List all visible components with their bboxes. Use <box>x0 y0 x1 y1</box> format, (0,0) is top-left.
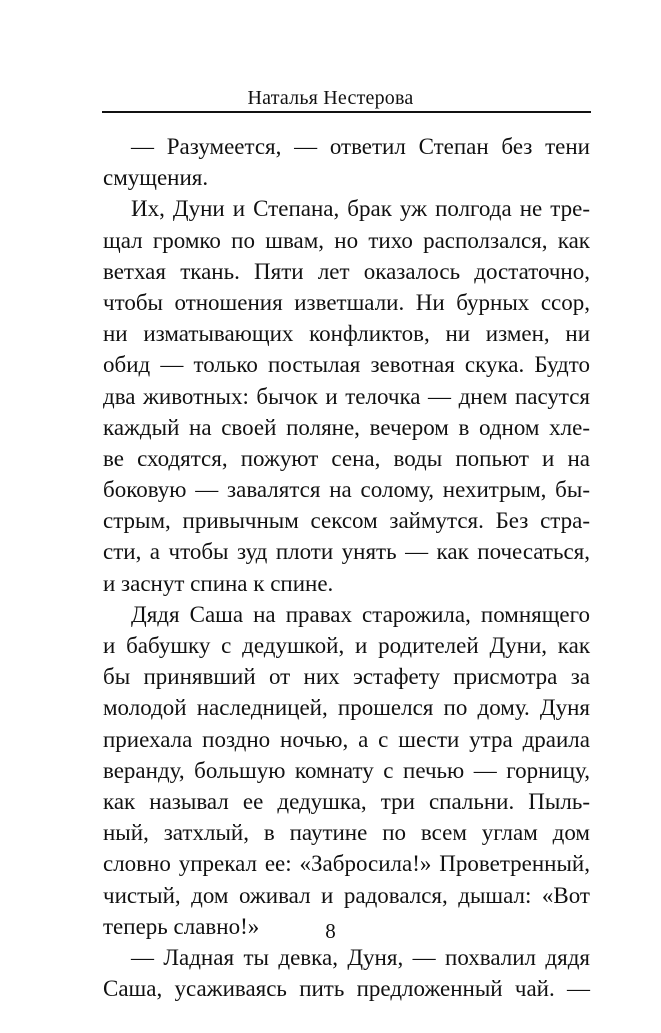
text-line: веранду, большую комнату с печью — горницу, <box>103 757 590 783</box>
text-line: и заснут спина к спине. <box>103 570 334 596</box>
text-line: чистый, дом оживал и радовался, дышал: «Вот <box>103 882 590 908</box>
text-line: — Разумеется, — ответил Степан без тени <box>131 134 590 159</box>
paragraph <box>103 131 590 193</box>
paragraph <box>103 599 590 942</box>
text-line: каждый на своей поляне, вечером в одном хле- <box>103 414 590 440</box>
paragraph <box>103 193 590 598</box>
text-line: ни изматывающих конфликтов, ни измен, ни <box>103 321 590 347</box>
text-line: ве сходятся, пожуют сена, воды попьют и на <box>103 445 590 471</box>
header-rule <box>102 111 591 113</box>
text-line: бы принявший от них эстафету присмотра за <box>103 664 590 690</box>
text-line: щал громко по швам, но тихо расползался, как <box>103 227 590 253</box>
text-line: и бабушку с дедушкой, и родителей Дуни, как <box>103 633 590 658</box>
text-line: Их, Дуни и Степана, брак уж полгода не тре- <box>131 196 590 222</box>
body-text <box>103 131 590 1004</box>
text-line: теперь славно!» <box>103 913 260 939</box>
text-line: смущения. <box>103 165 209 191</box>
text-line: ветхая ткань. Пяти лет оказалось достаточно, <box>103 258 590 284</box>
page-number: 8 <box>325 919 336 943</box>
text-line: чтобы отношения изветшали. Ни бурных ссор, <box>103 289 590 315</box>
text-line: ный, затхлый, в паутине по всем углам дом <box>103 820 590 846</box>
text-line: молодой наследницей, прошелся по дому. Дуня <box>103 695 590 721</box>
text-line: два животных: бычок и телочка — днем пасутся <box>103 383 590 409</box>
text-line: сти, а чтобы зуд плоти унять — как почесаться, <box>103 539 590 565</box>
text-line: — Ладная ты девка, Дуня, — похвалил дядя <box>131 944 590 970</box>
text-line: приехала поздно ночью, а с шести утра драила <box>103 726 590 752</box>
text-line: Саша, усаживаясь пить предложенный чай. — <box>103 976 590 1002</box>
running-head-author: Наталья Нестерова <box>247 87 414 109</box>
text-line: обид — только постылая зевотная скука. Будто <box>103 352 590 378</box>
text-line: словно упрекал ее: «Забросила!» Проветренный, <box>103 851 590 877</box>
paragraph <box>103 942 590 1004</box>
text-line: как называл ее дедушка, три спальни. Пыль- <box>103 788 590 814</box>
text-line: боковую — завалятся на солому, нехитрым, бы- <box>103 477 590 503</box>
text-line: Дядя Саша на правах старожила, помнящего <box>131 601 590 627</box>
text-line: стрым, привычным сексом займутся. Без стра- <box>103 508 590 534</box>
